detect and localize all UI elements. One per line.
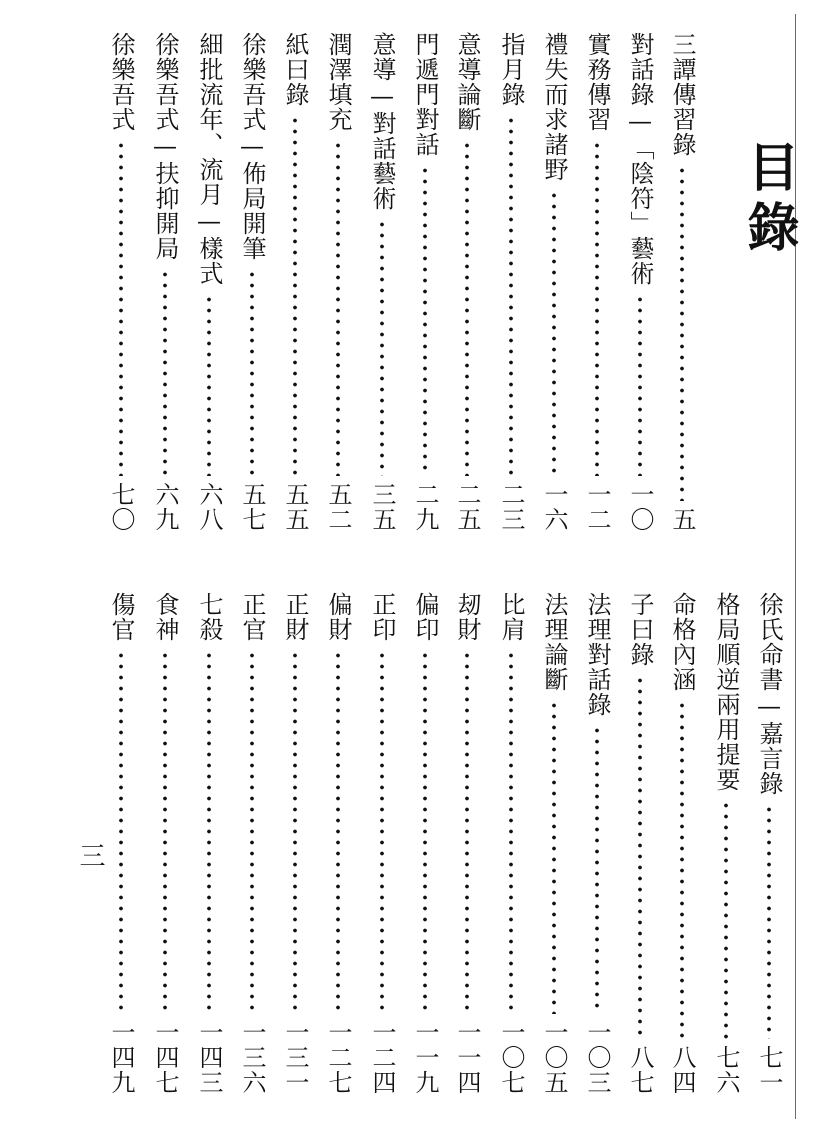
toc-entry-page: 一一四 [453,1020,481,1095]
leader-dots [293,650,297,1014]
toc-entry-page: 一〇 [626,482,654,532]
toc-entry[interactable] [539,592,569,1095]
leader-dots [380,650,384,1014]
toc-entry-page: 一二 [583,482,611,532]
leader-dots [250,269,254,476]
toc-entry-page: 二五 [453,482,481,532]
toc-entry[interactable] [754,592,784,1095]
toc-entry[interactable] [150,32,180,532]
page-number: 三 [75,842,105,868]
toc-entry[interactable] [280,592,310,1095]
toc-entry-page: 一四七 [151,1020,179,1095]
toc-entry-title: 比肩 [497,592,525,642]
toc-entry[interactable] [237,32,267,532]
toc-entry-page: 二九 [411,482,439,532]
toc-entry-title: 意導—對話藝術 [368,32,396,211]
toc-entry-title: 正財 [281,592,309,642]
toc-entry-page: 五五 [281,482,309,532]
leader-dots [207,294,211,476]
toc-entry-title: 正官 [238,592,266,642]
leader-dots [595,140,599,476]
toc-entry[interactable] [496,32,526,532]
leader-dots [509,650,513,1014]
toc-entry[interactable] [280,32,310,532]
toc-entry[interactable] [194,32,224,532]
toc-entry-title: 指月錄 [497,32,525,107]
toc-entry[interactable] [625,32,655,532]
toc-entry[interactable] [496,592,526,1095]
toc-entry[interactable] [667,32,697,532]
toc-entry-page: 一〇七 [497,1020,525,1095]
toc-entry-page: 五二 [324,482,352,532]
leader-dots [380,219,384,476]
toc-entry-title: 意導論斷 [453,32,481,132]
leader-dots [423,165,427,476]
toc-entry-page: 三五 [368,482,396,532]
toc-entry-title: 門遞門對話 [411,32,439,157]
toc-entry[interactable] [711,592,741,1095]
leader-dots [163,650,167,1014]
toc-entry[interactable] [106,592,136,1095]
toc-entry[interactable] [667,592,697,1095]
toc-entry-page: 七〇 [107,482,135,532]
toc-entry-title: 徐樂吾式—扶抑開局 [151,32,179,261]
toc-entry[interactable] [367,592,397,1095]
toc-entry[interactable] [539,32,569,532]
toc-entry[interactable] [367,32,397,532]
leader-dots [207,650,211,1014]
toc-entry-page: 一〇三 [583,1020,611,1095]
leader-dots [163,269,167,476]
toc-entry-title: 徐氏命書—嘉言錄 [755,592,783,796]
toc-entry-title: 潤澤填充 [324,32,352,132]
toc-entry[interactable] [323,592,353,1095]
toc-entry[interactable] [194,592,224,1095]
toc-entry[interactable] [150,592,180,1095]
toc-entry-page: 六八 [195,482,223,532]
leader-dots [250,650,254,1014]
toc-entry[interactable] [625,592,655,1095]
toc-entry-page: 八七 [626,1045,654,1095]
leader-dots [423,650,427,1014]
toc-entry-title: 法理論斷 [540,592,568,692]
toc-entry-title: 實務傳習 [583,32,611,132]
toc-entry-title: 偏印 [411,592,439,642]
toc-entry-page: 二三 [497,482,525,532]
toc-entry-title: 食神 [151,592,179,642]
toc-entry[interactable] [237,592,267,1095]
toc-entry-title: 紙曰錄 [281,32,309,107]
toc-entry-title: 對話錄—「陰符」藝術 [626,32,654,286]
toc-entry-title: 三譚傳習錄 [668,32,696,157]
toc-entry[interactable] [410,592,440,1095]
leader-dots [767,804,771,1039]
toc-entry-page: 一四三 [195,1020,223,1095]
toc-title: 目錄 [738,140,799,260]
toc-entry-title: 傷官 [107,592,135,642]
toc-entry-page: 七六 [712,1045,740,1095]
toc-entry-title: 徐樂吾式—佈局開筆 [238,32,266,261]
leader-dots [724,800,728,1039]
toc-entry-title: 子曰錄 [626,592,654,667]
toc-entry-title: 偏財 [324,592,352,642]
toc-entry-title: 七殺 [195,592,223,642]
toc-entry-title: 禮失而求諸野 [540,32,568,182]
toc-entry-page: 一四九 [107,1020,135,1095]
toc-entry-page: 一三六 [238,1020,266,1095]
toc-entry-page: 一六 [540,482,568,532]
toc-entry-title: 徐樂吾式 [107,32,135,132]
leader-dots [509,115,513,476]
leader-dots [119,140,123,476]
toc-entry-page: 一二四 [368,1020,396,1095]
leader-dots [465,140,469,476]
toc-entry-title: 刼財 [453,592,481,642]
toc-entry[interactable] [582,592,612,1095]
toc-entry-title: 法理對話錄 [583,592,611,717]
leader-dots [638,294,642,476]
toc-entry-page: 五七 [238,482,266,532]
leader-dots [293,115,297,476]
toc-entry-title: 命格內涵 [668,592,696,692]
toc-entry-title: 正印 [368,592,396,642]
leader-dots [465,650,469,1014]
toc-entry-page: 一二七 [324,1020,352,1095]
leader-dots [638,675,642,1039]
toc-entry-page: 五 [668,507,696,532]
toc-entry[interactable] [582,32,612,532]
toc-entry[interactable] [410,32,440,532]
leader-dots [552,700,556,1014]
toc-entry-page: 一〇五 [540,1020,568,1095]
toc-entry-page: 七一 [755,1045,783,1095]
toc-entry-page: 八四 [668,1045,696,1095]
toc-entry-page: 一一九 [411,1020,439,1095]
toc-entry[interactable] [106,32,136,532]
leader-dots [552,190,556,476]
leader-dots [119,650,123,1014]
toc-entry-title: 細批流年、流月—樣式 [195,32,223,286]
toc-entry-title: 格局順逆兩用提要 [712,592,740,792]
leader-dots [680,700,684,1039]
leader-dots [595,725,599,1014]
toc-entry-page: 一三一 [281,1020,309,1095]
toc-entry[interactable] [452,32,482,532]
toc-entry[interactable] [323,32,353,532]
leader-dots [336,650,340,1014]
leader-dots [680,165,684,501]
toc-entry-page: 六九 [151,482,179,532]
toc-entry[interactable] [452,592,482,1095]
leader-dots [336,140,340,476]
